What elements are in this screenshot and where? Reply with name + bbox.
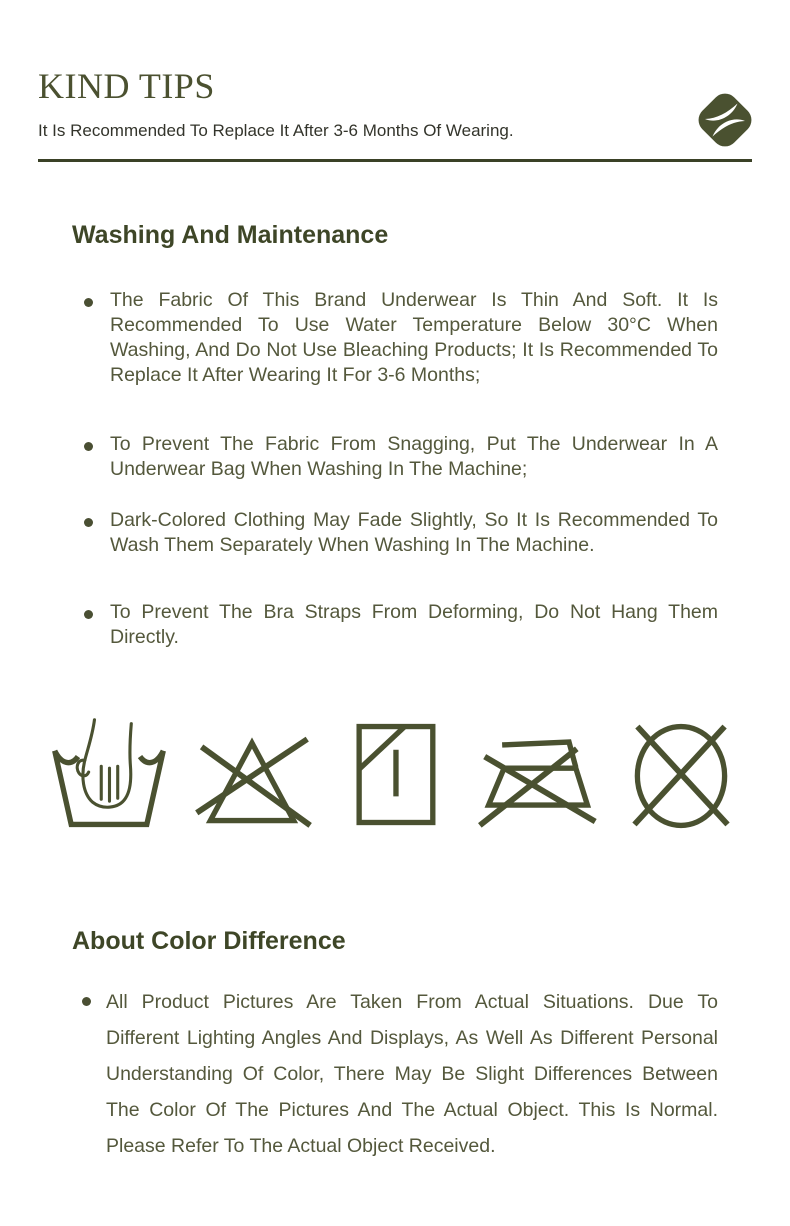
bullet-dot [82, 997, 91, 1006]
brand-diamond-leaf-logo-icon [693, 88, 757, 152]
page-subtitle: It Is Recommended To Replace It After 3-6 Months Of Wearing. [38, 121, 514, 140]
color-difference-bullet-list [72, 984, 718, 1164]
header-divider [38, 159, 752, 162]
page-title: KIND TIPS [38, 66, 215, 106]
list-item [72, 508, 718, 558]
bullet-text: Dark-Colored Clothing May Fade Slightly, So It Is Recommended To Wash Them Separately When Washing In The Machine. [110, 509, 718, 556]
section-about-color-difference [0, 924, 790, 1164]
hand-wash-icon [46, 712, 172, 838]
bullet-dot [84, 518, 93, 527]
bullet-text: The Fabric Of This Brand Underwear Is Thin And Soft. It Is Recommended To Use Water Temperature Below 30°C When Washing, And Do Not Use Bleaching Products; It Is Recommended To Replace It After Wearing It For 3-6 Months; [110, 289, 718, 386]
list-item [72, 600, 718, 650]
section-heading: Washing And Maintenance [72, 221, 389, 249]
bullet-text: To Prevent The Bra Straps From Deforming, Do Not Hang Them Directly. [110, 601, 718, 648]
section-washing-and-maintenance [0, 218, 790, 838]
bullet-dot [84, 298, 93, 307]
drip-dry-in-shade-icon [332, 712, 458, 838]
list-item [72, 432, 718, 482]
bullet-dot [84, 610, 93, 619]
list-item [72, 288, 718, 388]
do-not-iron-icon [475, 712, 601, 838]
do-not-bleach-icon [189, 712, 315, 838]
do-not-dry-clean-icon [618, 712, 744, 838]
care-icons-row [46, 712, 744, 838]
bullet-text: All Product Pictures Are Taken From Actual Situations. Due To Different Lighting Angles And Displays, As Well As Different Personal Understanding Of Color, There May Be Slight Differences Between The Color Of The Pictures And The Actual Object. This Is Normal. Please Refer To The Actual Object Received. [106, 991, 718, 1157]
section-heading: About Color Difference [72, 927, 346, 955]
washing-bullet-list [72, 288, 718, 650]
list-item [72, 984, 718, 1164]
bullet-dot [84, 442, 93, 451]
bullet-text: To Prevent The Fabric From Snagging, Put The Underwear In A Underwear Bag When Washing In The Machine; [110, 433, 718, 480]
header [0, 0, 790, 142]
